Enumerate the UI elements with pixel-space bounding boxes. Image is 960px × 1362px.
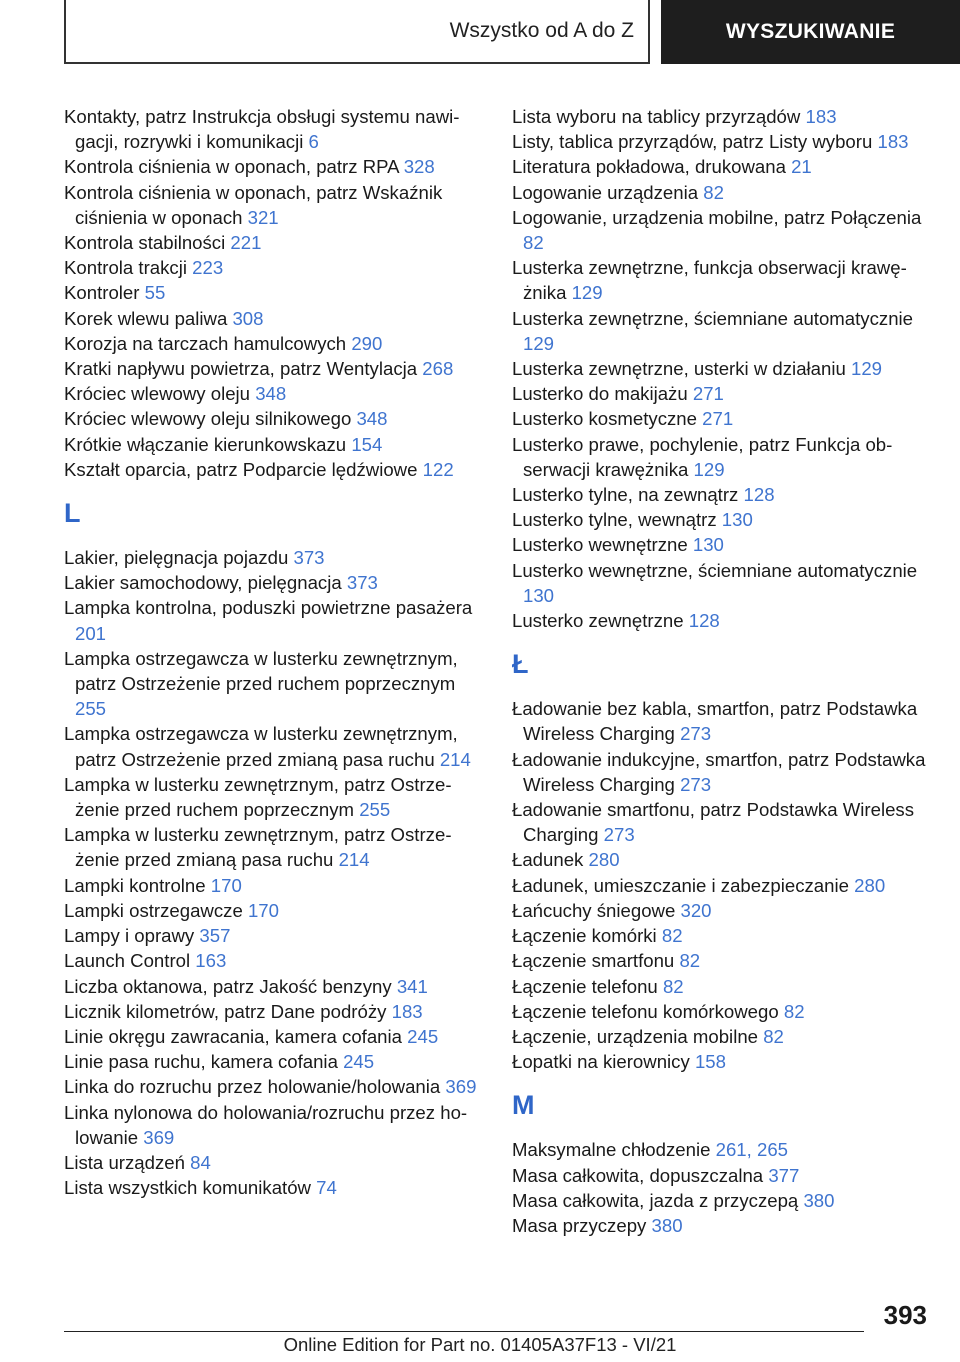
index-entry-text: Krótkie włączanie kierunkowskazu (64, 433, 347, 455)
index-entry (64, 1074, 484, 1099)
index-entry (64, 923, 484, 948)
index-entry (64, 721, 484, 771)
index-entry-text: Łączenie telefonu komórkowego (512, 1000, 779, 1022)
index-entry (512, 356, 930, 381)
index-column-left (64, 104, 484, 1200)
footer-divider (64, 1331, 864, 1332)
index-entry-text: Ładunek, umieszczanie i zabezpieczanie (512, 874, 849, 896)
index-entry-text: Kratki napływu powietrza, patrz Wentylacja (64, 358, 418, 380)
page-link[interactable]: 128 (743, 484, 775, 506)
index-entry (64, 381, 484, 406)
index-entry (64, 1175, 484, 1200)
index-entry-text: Lampka kontrolna, poduszki powietrzne pasażera (64, 597, 473, 619)
index-entry (64, 406, 484, 431)
index-entry-text: Licznik kilometrów, patrz Dane podróży (64, 1000, 387, 1022)
index-entry (64, 646, 484, 722)
page-link[interactable]: 328 (403, 156, 435, 178)
index-entry-text: Kontroler (64, 282, 140, 304)
index-entry (64, 457, 484, 482)
page-link[interactable]: 82 (763, 1025, 784, 1047)
index-entry-text: Lusterko zewnętrzne (512, 610, 684, 632)
page-link[interactable]: 280 (854, 874, 886, 896)
index-entry (512, 797, 930, 847)
page-link[interactable]: 280 (588, 849, 620, 871)
index-entry (512, 847, 930, 872)
index-entry (64, 356, 484, 381)
page-header (64, 0, 960, 66)
index-entry-text: Łopatki na kierownicy (512, 1051, 690, 1073)
page-link[interactable]: 380 (651, 1214, 683, 1236)
page-link[interactable]: 369 (445, 1076, 477, 1098)
page-link[interactable]: 163 (195, 950, 227, 972)
page-link[interactable]: 82 (703, 181, 724, 203)
index-entry-text: Lusterko kosmetyczne (512, 408, 697, 430)
page-link[interactable]: 122 (422, 458, 454, 480)
page-link[interactable]: 201 (75, 622, 107, 644)
index-entry (512, 974, 930, 999)
index-entry (64, 230, 484, 255)
index-entry-text: Kontrola trakcji (64, 257, 187, 279)
tab-search[interactable]: WYSZUKIWANIE (661, 0, 960, 64)
page-link[interactable]: 183 (391, 1000, 423, 1022)
index-entry (512, 1049, 930, 1074)
index-entry (512, 306, 930, 356)
index-entry (512, 255, 930, 305)
page-link[interactable]: 84 (190, 1151, 211, 1173)
index-entry-text: Lampki ostrzegawcze (64, 899, 243, 921)
page-link[interactable]: 130 (692, 534, 724, 556)
index-entry (512, 406, 930, 431)
index-entry-text: Lakier, pielęgnacja pojazdu (64, 547, 289, 569)
index-entry-text: Ładowanie bez kabla, smartfon, patrz Podstawka Wireless Charging (512, 698, 918, 745)
index-entry (64, 255, 484, 280)
index-entry (512, 381, 930, 406)
index-entry-text: Kontakty, patrz Instrukcja obsługi systemu nawigacji, rozrywki i komunikacji (64, 106, 460, 153)
page-link[interactable]: 6 (308, 131, 319, 153)
index-entry-text: Lista urządzeń (64, 1151, 185, 1173)
page-link[interactable]: 82 (661, 925, 683, 947)
index-entry (64, 948, 484, 973)
page-link[interactable]: 129 (523, 332, 555, 354)
index-entry-text: Łączenie smartfonu (512, 950, 675, 972)
index-entry (64, 280, 484, 305)
index-entry-text: Lusterko tylne, na zewnątrz (512, 484, 739, 506)
index-entry-text: Lampka ostrzegawcza w lusterku zewnętrznym, patrz Ostrzeżenie przed ruchem poprzecznym (64, 647, 458, 695)
page-link[interactable]: 221 (230, 232, 262, 254)
page-link[interactable]: 255 (359, 799, 391, 821)
page-link[interactable]: 82 (523, 232, 544, 254)
index-entry-text: Łańcuchy śniegowe (512, 899, 676, 921)
page-link[interactable]: 128 (688, 610, 720, 632)
page-link[interactable]: 265 (756, 1139, 789, 1161)
page-link[interactable]: 271 (702, 408, 734, 430)
page-link[interactable]: 271 (692, 383, 724, 405)
page-link[interactable]: 245 (343, 1051, 375, 1073)
page-link[interactable]: 380 (803, 1189, 835, 1211)
index-entry-text: Lakier samochodowy, pielęgnacja (64, 572, 342, 594)
index-entry (64, 822, 484, 872)
index-entry (512, 154, 930, 179)
page-link[interactable]: 130 (721, 509, 753, 531)
index-entry (64, 570, 484, 595)
index-entry-text: Lusterko wewnętrzne (512, 534, 688, 556)
index-entry-text: Lista wszystkich komunikatów (64, 1177, 311, 1199)
index-entry (512, 696, 930, 746)
page-link[interactable]: 82 (662, 975, 684, 997)
index-entry-text: Literatura pokładowa, drukowana (512, 156, 786, 178)
page-link[interactable]: 170 (247, 899, 279, 921)
index-entry (64, 873, 484, 898)
index-entry (512, 747, 930, 797)
page-link[interactable]: 129 (693, 458, 725, 480)
page-link[interactable]: 255 (75, 698, 107, 720)
index-entry (512, 432, 930, 482)
page-link[interactable]: 129 (571, 282, 603, 304)
index-entry (512, 898, 930, 923)
index-entry-text: Lista wyboru na tablicy przyrządów (512, 106, 801, 127)
index-entry (64, 180, 484, 230)
index-entry-text: Ładowanie smartfonu, patrz Podstawka Wireless Charging (512, 799, 915, 846)
index-entry (64, 432, 484, 457)
index-entry-text: Masa całkowita, jazda z przyczepą (512, 1189, 799, 1211)
index-entry (512, 205, 930, 255)
index-entry-text: Kontrola ciśnienia w oponach, patrz Wskaźnik ciśnienia w oponach (64, 181, 443, 228)
index-entry (512, 1024, 930, 1049)
index-entry (64, 104, 484, 154)
index-entry-text: Lusterka zewnętrzne, funkcja obserwacji krawężnika (512, 257, 907, 304)
index-entry-text: Maksymalne chłodzenie (512, 1139, 711, 1161)
index-entry (64, 306, 484, 331)
index-entry (64, 898, 484, 923)
index-entry (64, 545, 484, 570)
index-entry (512, 532, 930, 557)
page-link[interactable]: 273 (680, 723, 712, 745)
index-entry-text: Lusterka zewnętrzne, usterki w działaniu (512, 358, 846, 380)
page-link[interactable]: 348 (255, 383, 287, 405)
index-entry-text: Kształt oparcia, patrz Podparcie lędźwiowe (64, 458, 418, 480)
index-entry-text: Liczba oktanowa, patrz Jakość benzyny (64, 975, 392, 997)
index-entry-text: Lampka ostrzegawcza w lusterku zewnętrznym, patrz Ostrzeżenie przed zmianą pasa ruchu (64, 723, 458, 770)
page-link[interactable]: 82 (679, 950, 701, 972)
index-entry (512, 1213, 930, 1238)
page-link[interactable]: 348 (356, 408, 388, 430)
index-entry (512, 1163, 930, 1188)
index-entry (64, 999, 484, 1024)
page-link[interactable]: 130 (523, 584, 555, 606)
index-entry-text: Łączenie, urządzenia mobilne (512, 1025, 759, 1047)
index-letter-heading: L (64, 498, 81, 529)
index-entry-text: Kontrola ciśnienia w oponach, patrz RPA (64, 156, 399, 178)
tab-a-to-z[interactable]: Wszystko od A do Z (64, 0, 650, 64)
index-entry-text: Lusterko prawe, pochylenie, patrz Funkcja obserwacji krawężnika (512, 433, 893, 480)
page-number: 393 (883, 1300, 927, 1330)
page-link[interactable]: 154 (351, 433, 383, 455)
index-entry-text: Lusterko wewnętrzne, ściemniane automatycznie (512, 559, 918, 581)
page-link[interactable]: 214 (439, 748, 471, 770)
page-link[interactable]: 369 (143, 1126, 175, 1148)
page-link[interactable]: 273 (603, 824, 635, 846)
index-entry (64, 1024, 484, 1049)
index-entry (64, 595, 484, 645)
index-entry-text: Lampki kontrolne (64, 874, 206, 896)
page-link[interactable]: 273 (680, 773, 712, 795)
index-entry (512, 608, 930, 633)
page-link[interactable]: 268 (422, 358, 454, 380)
page-link[interactable]: 321 (247, 206, 279, 228)
index-entry-text: Lampka w lusterku zewnętrznym, patrz Ostrzeżenie przed zmianą pasa ruchu (64, 824, 452, 871)
index-entry (512, 507, 930, 532)
index-entry (64, 1100, 484, 1150)
page-link[interactable]: 245 (407, 1025, 439, 1047)
page-link[interactable]: 55 (144, 282, 166, 304)
index-entry (512, 482, 930, 507)
index-entry-text: Launch Control (64, 950, 191, 972)
index-entry (512, 999, 930, 1024)
index-entry-text: Lusterka zewnętrzne, ściemniane automatycznie (512, 307, 914, 329)
index-entry-text: Linie okręgu zawracania, kamera cofania (64, 1025, 402, 1047)
index-letter-heading: Ł (512, 649, 529, 680)
page-link[interactable]: 82 (783, 1000, 805, 1022)
index-entry (512, 923, 930, 948)
page-link[interactable]: 158 (694, 1051, 726, 1073)
index-column-right (512, 104, 930, 1238)
index-entry-text: Korozja na tarczach hamulcowych (64, 332, 347, 354)
page-link[interactable]: 21 (791, 156, 812, 178)
index-entry-text: Ładunek (512, 849, 584, 871)
index-entry-text: Ładowanie indukcyjne, smartfon, patrz Podstawka Wireless Charging (512, 748, 926, 795)
index-entry-text: Linie pasa ruchu, kamera cofania (64, 1051, 338, 1073)
index-entry (64, 772, 484, 822)
index-entry (512, 1188, 930, 1213)
index-entry-text: Króciec wlewowy oleju silnikowego (64, 408, 352, 430)
index-entry (512, 180, 930, 205)
index-entry (512, 129, 930, 154)
page-link[interactable]: 341 (396, 975, 428, 997)
index-entry-text: Lampka w lusterku zewnętrznym, patrz Ostrzeżenie przed ruchem poprzecznym (64, 773, 452, 821)
index-entry-text: Logowanie, urządzenia mobilne, patrz Połączenia (512, 206, 922, 228)
index-entry-text: Lusterko tylne, wewnątrz (512, 509, 717, 531)
page-link[interactable]: 261 (715, 1139, 747, 1161)
page-link[interactable]: 320 (680, 899, 712, 921)
index-entry (64, 1150, 484, 1175)
index-entry-text: Logowanie urządzenia (512, 181, 699, 203)
index-entry (64, 974, 484, 999)
index-entry-text: Łączenie komórki (512, 925, 657, 947)
page-link[interactable]: 74 (316, 1177, 337, 1199)
index-letter-heading: M (512, 1090, 535, 1121)
page-link[interactable]: 170 (210, 874, 242, 896)
page-link[interactable]: 183 (805, 106, 837, 127)
index-entry-text: Korek wlewu paliwa (64, 307, 228, 329)
index-entry (512, 1137, 930, 1162)
index-entry-text: Lampy i oprawy (64, 925, 195, 947)
index-entry (512, 104, 930, 129)
footer-edition: Online Edition for Part no. 01405A37F13 - VI/21 (283, 1334, 677, 1355)
page-link[interactable]: 377 (768, 1164, 800, 1186)
page-link[interactable]: 183 (877, 131, 909, 153)
page-separator: , (746, 1139, 752, 1161)
index-entry-text: Króciec wlewowy oleju (64, 383, 251, 405)
page-link[interactable]: 223 (192, 257, 224, 279)
index-entry (512, 558, 930, 608)
index-entry-text: Lusterko do makijażu (512, 383, 688, 405)
index-entry-text: Linka do rozruchu przez holowanie/holowania (64, 1076, 441, 1098)
index-entry-text: Łączenie telefonu (512, 975, 658, 997)
page-link[interactable]: 308 (232, 307, 264, 329)
index-entry-text: Linka nylonowa do holowania/rozruchu przez holowanie (64, 1101, 468, 1148)
index-entry (512, 948, 930, 973)
index-entry (64, 1049, 484, 1074)
index-entry-text: Kontrola stabilności (64, 232, 226, 254)
page-link[interactable]: 214 (338, 849, 370, 871)
page-link[interactable]: 129 (851, 358, 883, 380)
page-link[interactable]: 373 (346, 572, 378, 594)
index-entry (64, 154, 484, 179)
page-link[interactable]: 290 (351, 332, 383, 354)
index-entry-text: Listy, tablica przyrządów, patrz Listy wyboru (512, 131, 873, 153)
index-entry (512, 873, 930, 898)
index-entry-text: Masa całkowita, dopuszczalna (512, 1164, 764, 1186)
index-entry-text: Masa przyczepy (512, 1214, 647, 1236)
index-entry (64, 331, 484, 356)
page-link[interactable]: 357 (199, 925, 231, 947)
page-link[interactable]: 373 (293, 547, 325, 569)
